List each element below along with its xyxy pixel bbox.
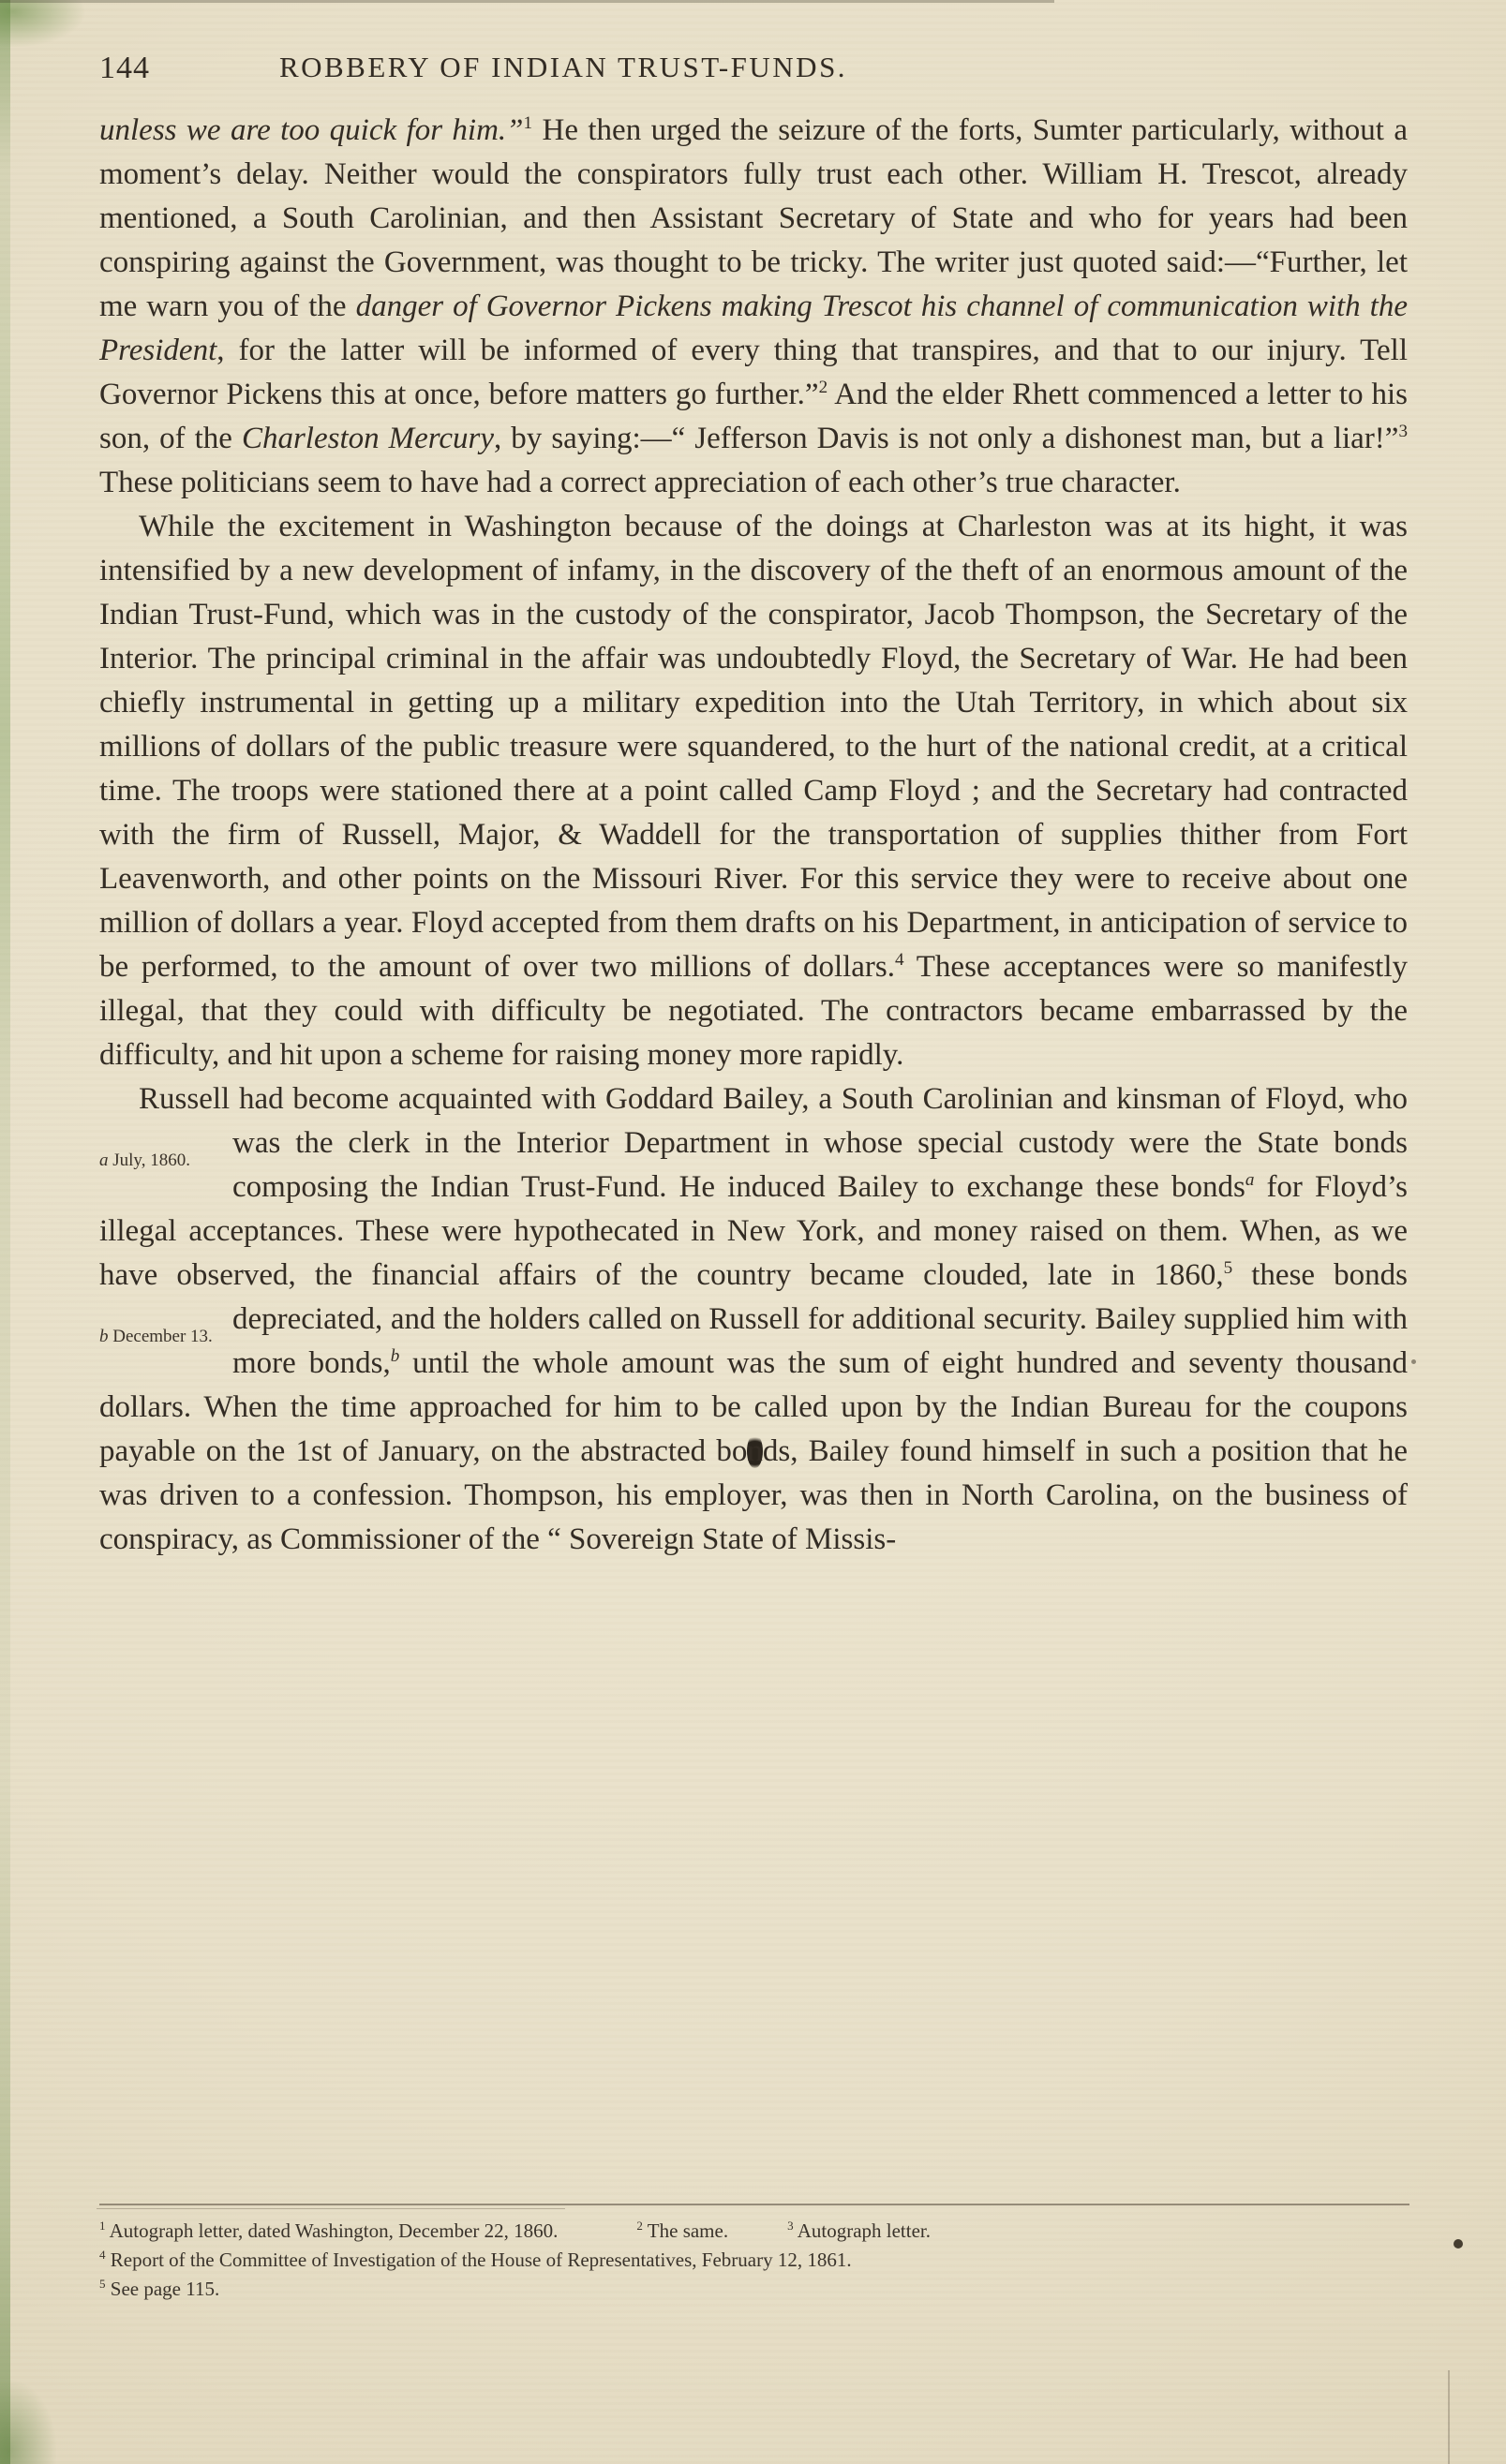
text-run: These politicians seem to have had a correct appreciation of each other’s true character. [99, 466, 1181, 499]
text-run: And the elder Rhett commenced a letter to his son, of the [99, 378, 1409, 455]
body-text [99, 109, 1408, 1562]
footnote-line [99, 2275, 1409, 2304]
scan-edge-artifact [0, 0, 10, 2464]
text-run: Autograph letter. [793, 2219, 931, 2242]
text-run: The same. [642, 2219, 788, 2242]
text-run: unless we are too quick for him.” [99, 113, 524, 147]
footnote-marker: 3 [1398, 422, 1409, 441]
text-run: , by saying:—“ Jefferson Davis is not only a dishonest man, but a liar!” [494, 422, 1399, 455]
footnote-marker: 3 [787, 2219, 794, 2233]
text-run: Report of the Committee of Investigation of the House of Representatives, February 12, 1861. [105, 2249, 852, 2271]
ink-speck [1454, 2239, 1463, 2249]
text-run: ds, Bailey found himself in such a position that he was driven to a confession. Thompson, his employer, was then in North Carolina, on the business of conspiracy, as Commissioner of the “ Sovereign State of Missis- [99, 1434, 1408, 1556]
ink-speck [1411, 1359, 1416, 1364]
scan-top-edge [0, 0, 1054, 3]
page-crease [1448, 2370, 1450, 2464]
footnote-marker: 4 [99, 2248, 106, 2262]
text-run: He then urged the seizure of the forts, Sumter particularly, without a moment’s delay. Neither would the conspirators fully trust each other. William H. Trescot, already mentioned, a South Carolinian, and then Assistant Secretary of State and who for years had been conspiring against the Government, was thought to be tricky. The writer just quoted said:—“Further, let me warn you of the [99, 113, 1408, 323]
footnote-marker: 1 [523, 113, 533, 133]
text-run: for Floyd’s illegal acceptances. These were hypothecated in New York, and money raised on them. When, as we have observed, the financial affairs of the country became clouded, late in 1860, [99, 1170, 1408, 1292]
text-run: these bonds depreciated, [232, 1258, 1408, 1336]
margin-note: b December 13. [99, 1327, 213, 1346]
footnote-line [99, 2217, 1409, 2246]
text-run: Autograph letter, dated Washington, December 22, 1860. [105, 2219, 637, 2242]
footnote-marker: a [1245, 1170, 1255, 1190]
text-run: While the excitement in Washington because of the doings at Charleston was at its hight, it was intensified by a new development of infamy, in the discovery of the theft of an enormous amount of the Indian Trust-Fund, which was in the custody of the conspirator, Jacob Thompson, the Secretary of the Interior. The principal criminal in the affair was undoubtedly Floyd, the Secretary of War. He had been chiefly instrumental in getting up a military expedition into the Utah Territory, in which about six millions of dollars of the public treasure were squandered, to the hurt of the national credit, at a critical time. The troops were stationed there at a point called Camp Floyd ; and the Secretary had contracted with the firm of Russell, Major, & Waddell for the transportation of supplies thither from Fort Leavenworth, and other points on the Missouri River. For this service they were to receive about one million of dollars a year. Floyd accepted from them drafts on his Department, in anticipation of service to be performed, to the amount of over two millions of dollars. [99, 510, 1408, 984]
margin-note: a July, 1860. [99, 1150, 190, 1170]
text-run: , for the latter will be informed of every thing that transpires, and that to our injury. Tell Governor Pickens this at once, before matters go further.” [99, 334, 1408, 411]
scan-corner-artifact-bottom [0, 2380, 56, 2464]
footnote-rule [99, 2204, 1409, 2205]
footnote-line [99, 2246, 1409, 2275]
footnote-marker: 5 [1223, 1258, 1233, 1278]
text-run: Charleston Mercury [241, 422, 495, 455]
footnote-marker: b [390, 1346, 400, 1366]
text-run: These acceptances were so manifestly illegal, that they could with difficulty be negotiated. The contractors became embarrassed by the difficulty, and hit upon a scheme for raising money more rapidly. [99, 950, 1408, 1072]
scan-corner-artifact-top [0, 0, 84, 47]
text-run: Russell had become acquainted with Goddard Bailey, a South Carolinian and kinsman of Floyd, who was the clerk in the Interior Department in [139, 1082, 1408, 1160]
running-header: ROBBERY OF INDIAN TRUST-FUNDS. [278, 51, 848, 83]
paragraph [99, 1077, 1408, 1562]
footnote-marker: 5 [99, 2277, 106, 2291]
footnote-marker: 2 [818, 378, 828, 397]
text-run: See page 115. [105, 2278, 220, 2300]
footnotes [99, 2204, 1409, 2304]
text-run: and the holders called on Russell for additional security. Bailey supplied him with more bonds, [232, 1302, 1408, 1380]
paragraph [99, 505, 1408, 1077]
footnote-marker: 2 [636, 2219, 643, 2233]
text-run: until the whole amount was the sum of eight hundred and seventy thousand dollars. When the time approached for him to be called upon by the Indian Bureau for the coupons payable on the 1st of January, on the abstracted bo [99, 1346, 1408, 1468]
page-number: 144 [99, 51, 150, 85]
paragraph [99, 109, 1408, 505]
page-header [99, 49, 1409, 90]
footnote-marker: 4 [895, 950, 904, 970]
text-run: whose special custody were the State bonds composing the Indian Trust-Fund. He induced Bailey to exchange these bonds [232, 1126, 1408, 1204]
ink-blot: n [747, 1434, 763, 1468]
text-run: danger of Governor Pickens making Trescot his channel of communication with the President [99, 289, 1408, 367]
footnote-marker: 1 [99, 2219, 106, 2233]
